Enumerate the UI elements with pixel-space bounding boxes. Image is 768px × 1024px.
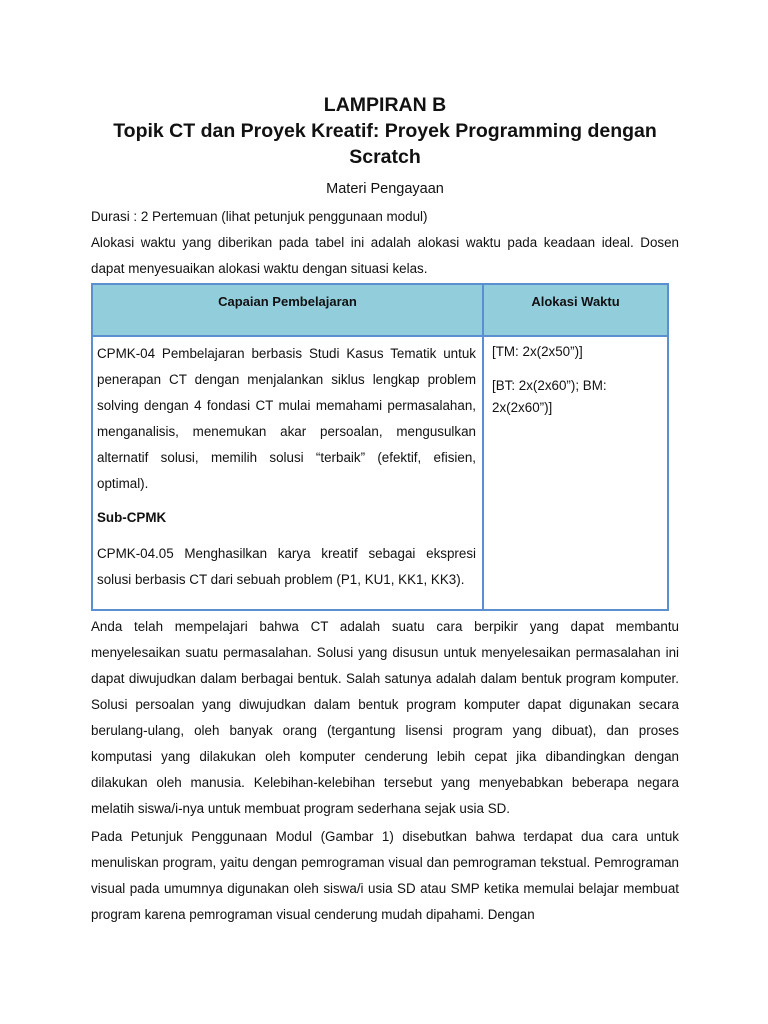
table-cell-alokasi <box>488 341 663 419</box>
sub-cpmk-heading: Sub-CPMK <box>97 510 167 525</box>
page-subtitle: Materi Pengayaan <box>326 181 444 197</box>
cpmk-text: CPMK-04 Pembelajaran berbasis Studi Kasus Tematik untuk penerapan CT dengan menjalankan siklus lengkap problem solving dengan 4 fondasi CT mulai memahami permasalahan, menganalisis, menemukan akar persoalan, mengusulkan alternatif solusi, memilih solusi “terbaik” (efektif, efisien, optimal). <box>97 346 476 491</box>
table-cell-capaian <box>97 341 476 593</box>
table-header-alokasi: Alokasi Waktu <box>531 294 620 309</box>
page-title-continued: Scratch <box>349 146 421 168</box>
time-allocation-note: Alokasi waktu yang diberikan pada tabel ini adalah alokasi waktu pada keadaan ideal. Dosen dapat menyesuaikan alokasi waktu dengan situasi kelas. <box>91 235 679 276</box>
page-title: Topik CT dan Proyek Kreatif: Proyek Programming dengan <box>113 120 657 142</box>
sub-cpmk-text: CPMK-04.05 Menghasilkan karya kreatif sebagai ekspresi solusi berbasis CT dari sebuah problem (P1, KU1, KK1, KK3). <box>97 546 476 587</box>
table-header-row <box>93 285 667 337</box>
table-column-divider <box>482 285 484 609</box>
body-paragraph-2: Pada Petunjuk Penggunaan Modul (Gambar 1) disebutkan bahwa terdapat dua cara untuk menuliskan program, yaitu dengan pemrograman visual dan pemrograman tekstual. Pemrograman visual pada umumnya digunakan oleh siswa/i usia SD atau SMP ketika memulai belajar membuat program karena pemrograman visual cenderung mudah dipahami. Dengan <box>91 829 679 922</box>
alokasi-tm: [TM: 2x(2x50”)] <box>492 344 583 359</box>
duration-text: Durasi : 2 Pertemuan (lihat petunjuk penggunaan modul) <box>91 209 428 224</box>
table-header-capaian: Capaian Pembelajaran <box>218 294 357 309</box>
learning-outcomes-table <box>91 283 669 611</box>
appendix-label: LAMPIRAN B <box>323 94 447 116</box>
alokasi-bt-bm: [BT: 2x(2x60”); BM: 2x(2x60”)] <box>492 378 607 415</box>
body-paragraph-1: Anda telah mempelajari bahwa CT adalah suatu cara berpikir yang dapat membantu menyelesaikan suatu permasalahan. Solusi yang disusun untuk menyelesaikan permasalahan ini dapat diwujudkan dalam berbagai bentuk. Salah satunya adalah dalam bentuk program komputer. Solusi persoalan yang diwujudkan dalam bentuk program komputer dapat digunakan secara berulang-ulang, oleh banyak orang (tergantung lisensi program yang dibuat), dan proses komputasi yang dilakukan oleh komputer cenderung lebih cepat jika dibandingkan dengan dilakukan oleh manusia. Kelebihan-kelebihan tersebut yang menyebabkan beberapa negara melatih siswa/i-nya untuk membuat program sederhana sejak usia SD. <box>91 619 679 816</box>
